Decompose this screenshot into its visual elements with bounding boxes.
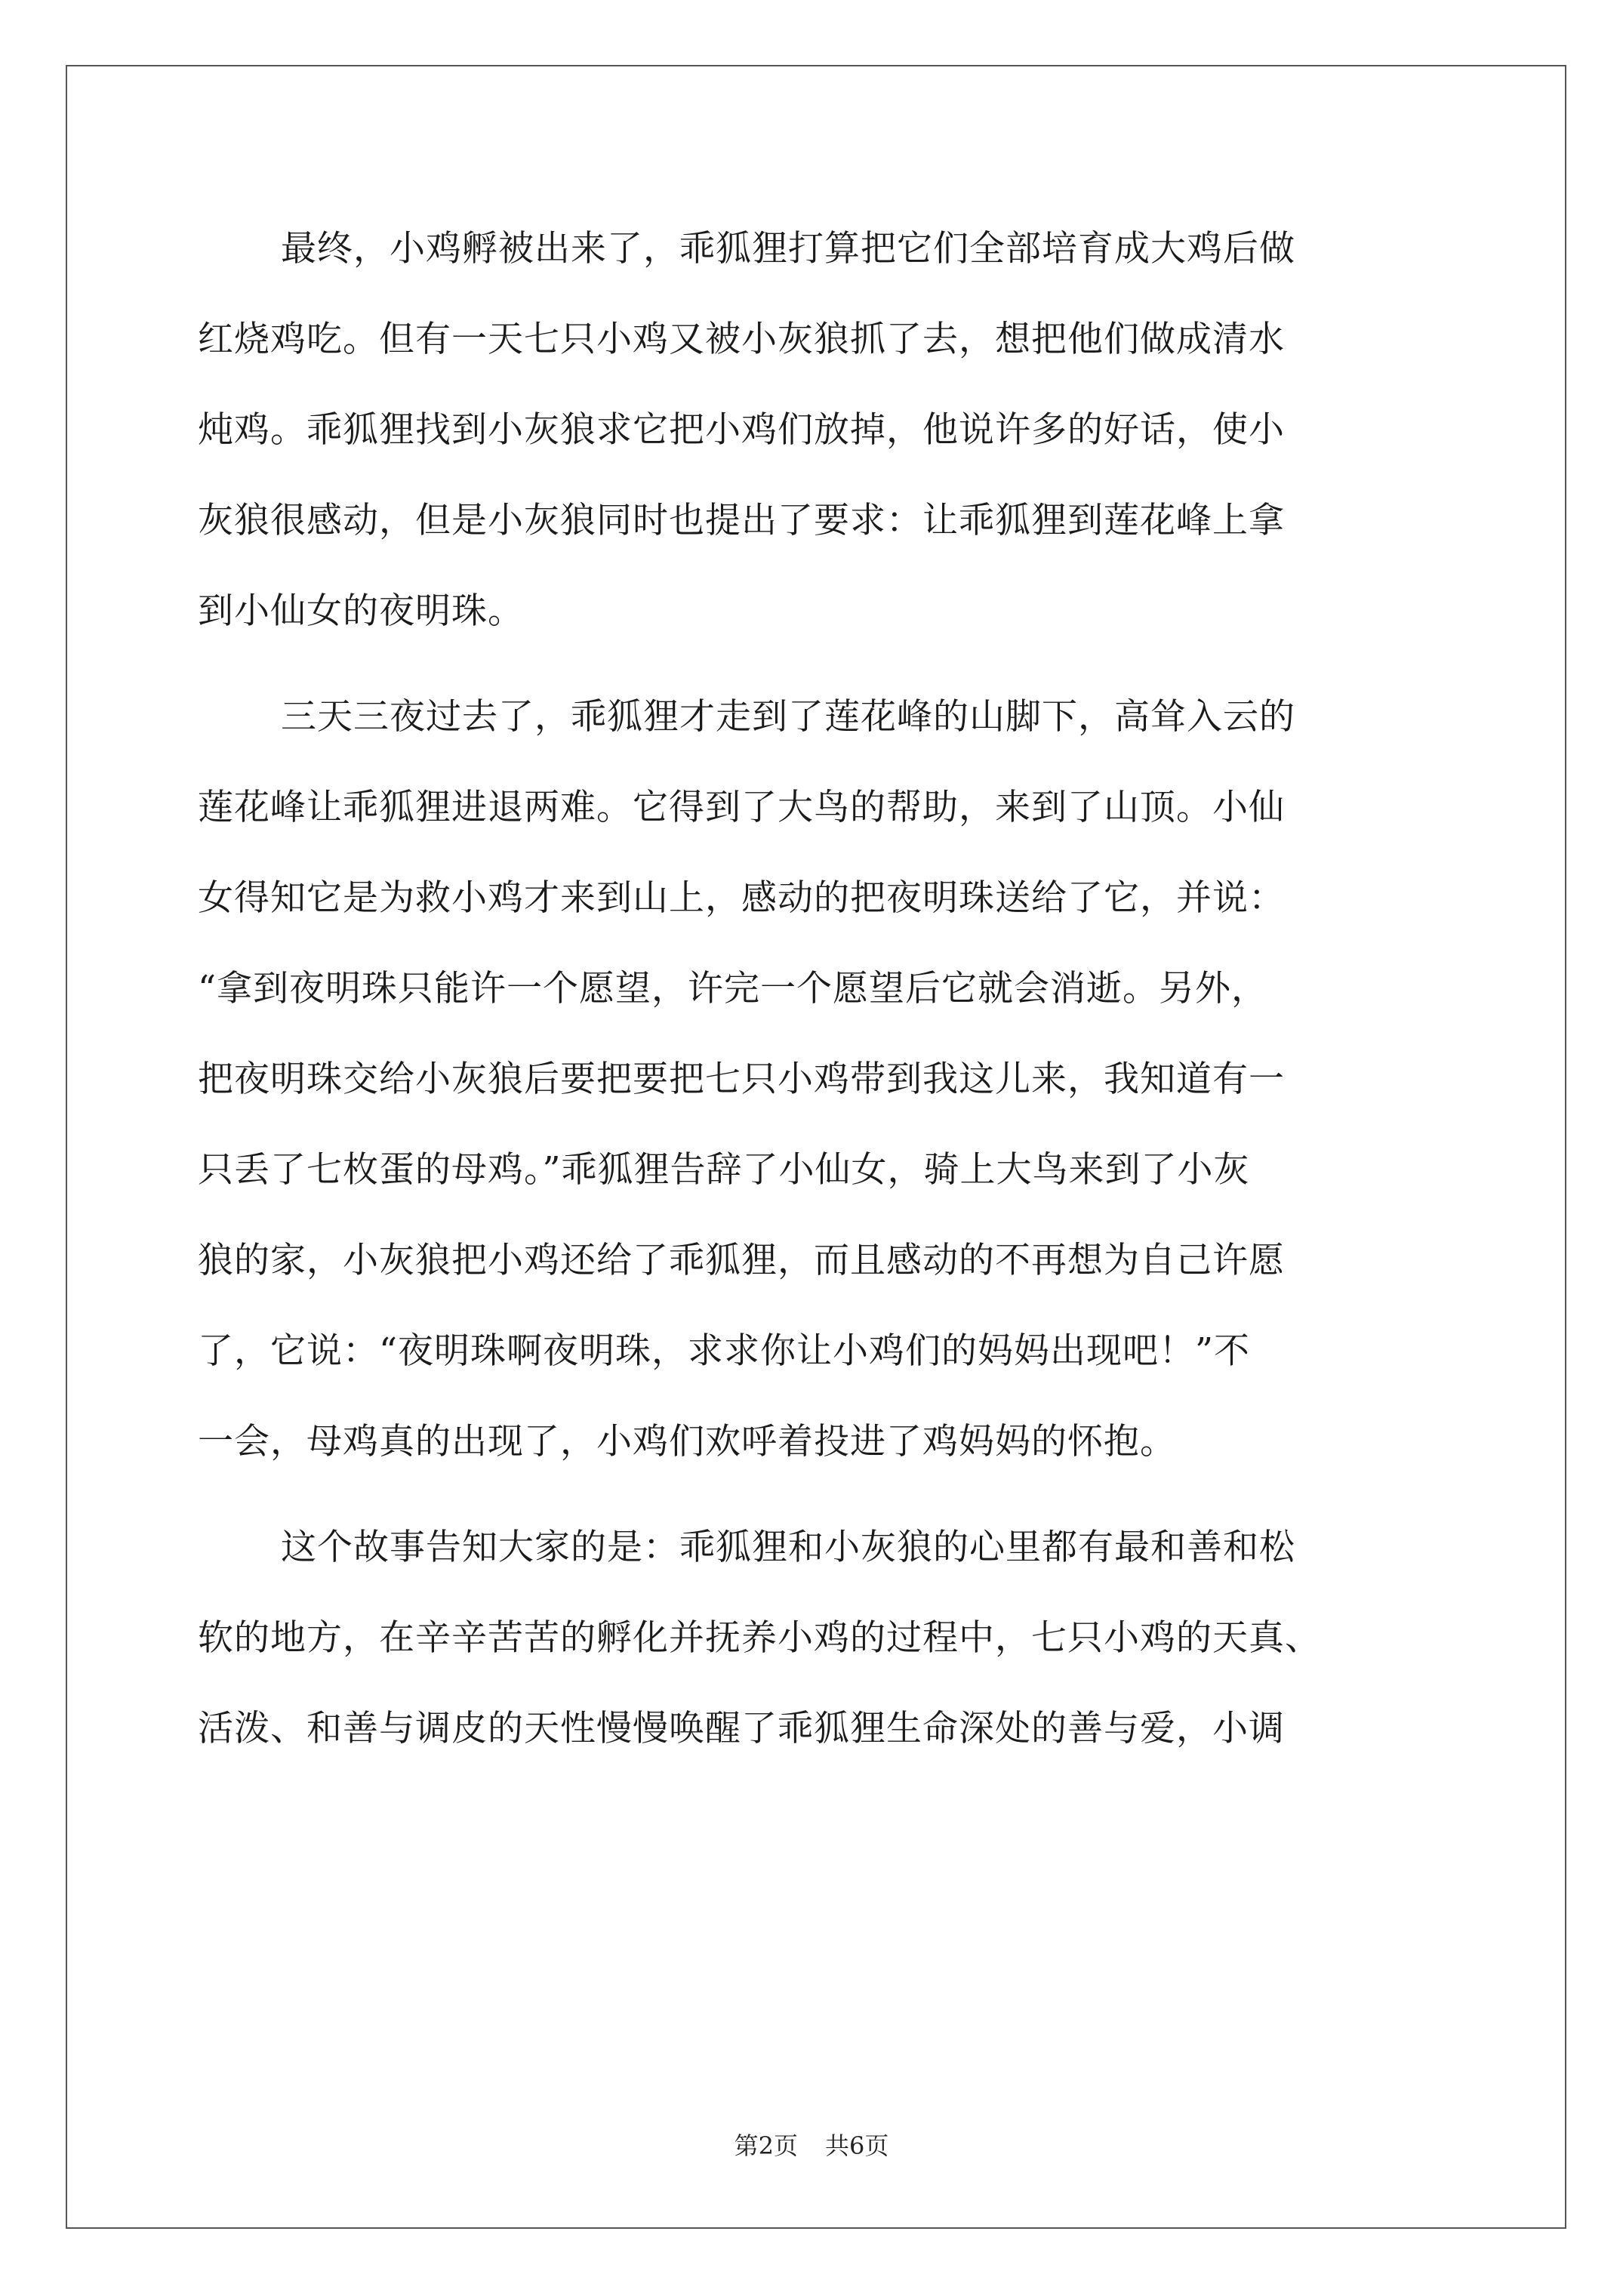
paragraph-1-line-2: 红烧鸡吃。但有一天七只小鸡又被小灰狼抓了去，想把他们做成清水 — [198, 319, 1285, 360]
paragraph-2-line-9: 一会，母鸡真的出现了，小鸡们欢呼着投进了鸡妈妈的怀抱。 — [198, 1421, 1176, 1462]
page-total: 共6页 — [825, 2131, 889, 2160]
page-number: 第2页 — [734, 2131, 798, 2160]
paragraph-2-line-3: 女得知它是为救小鸡才来到山上，感动的把夜明珠送给了它，并说： — [198, 877, 1285, 919]
paragraph-2-line-2: 莲花峰让乖狐狸进退两难。它得到了大鸟的帮助，来到了山顶。小仙 — [198, 787, 1285, 828]
page-footer — [0, 2131, 1623, 2161]
paragraph-1-line-5: 到小仙女的夜明珠。 — [198, 590, 524, 632]
paragraph-1-line-4: 灰狼很感动，但是小灰狼同时也提出了要求：让乖狐狸到莲花峰上拿 — [198, 500, 1285, 541]
paragraph-1-line-3: 炖鸡。乖狐狸找到小灰狼求它把小鸡们放掉，他说许多的好话，使小 — [198, 409, 1285, 451]
paragraph-2-line-5: 把夜明珠交给小灰狼后要把要把七只小鸡带到我这儿来，我知道有一 — [198, 1059, 1285, 1100]
paragraph-1-line-1: 最终，小鸡孵被出来了，乖狐狸打算把它们全部培育成大鸡后做 — [281, 228, 1295, 270]
paragraph-2-line-6: 只丢了七枚蛋的母鸡。”乖狐狸告辞了小仙女，骑上大鸟来到了小灰 — [198, 1149, 1250, 1191]
paragraph-3-line-1: 这个故事告知大家的是：乖狐狸和小灰狼的心里都有最和善和松 — [281, 1527, 1295, 1568]
paragraph-3-line-2: 软的地方，在辛辛苦苦的孵化并抚养小鸡的过程中，七只小鸡的天真、 — [198, 1617, 1321, 1659]
paragraph-2-line-1: 三天三夜过去了，乖狐狸才走到了莲花峰的山脚下，高耸入云的 — [281, 696, 1295, 738]
paragraph-2-line-4: “拿到夜明珠只能许一个愿望，许完一个愿望后它就会消逝。另外， — [198, 968, 1268, 1009]
page-border — [66, 65, 1566, 2229]
paragraph-3-line-3: 活泼、和善与调皮的天性慢慢唤醒了乖狐狸生命深处的善与爱，小调 — [198, 1708, 1285, 1749]
paragraph-2-line-8: 了，它说：“夜明珠啊夜明珠，求求你让小鸡们的妈妈出现吧！”不 — [198, 1330, 1251, 1372]
paragraph-2-line-7: 狼的家，小灰狼把小鸡还给了乖狐狸，而且感动的不再想为自己许愿 — [198, 1240, 1285, 1281]
